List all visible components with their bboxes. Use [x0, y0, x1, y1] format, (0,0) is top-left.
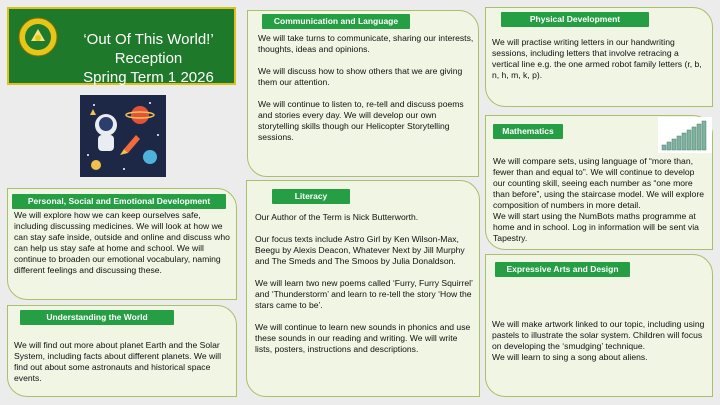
communication-tag: Communication and Language — [262, 14, 410, 29]
literacy-text: Our Author of the Term is Nick Butterworth. Our focus texts include Astro Girl by Ken Wilson-Max, Beegu by Alexis Deacon, Whatever Next by Jill Murphy and The Smeds and The Smoos by Julia Donaldson. We will learn two new poems called ‘Furry, Furry Squirrel’ and ‘Thunderstorm’ and learn to re-tell the story ‘How the stars came to be’. We will continue to learn new sounds in phonics and use these sounds in our reading and writing. We will write lists, posters, instructions and descriptions. — [255, 212, 473, 354]
school-crest-icon — [18, 17, 58, 57]
understanding-tag: Understanding the World — [20, 310, 174, 325]
personal-tag: Personal, Social and Emotional Development — [12, 194, 226, 209]
page-title: ‘Out Of This World!’ Reception Spring Term 1 2026 — [83, 31, 214, 86]
space-illustration-icon — [80, 95, 166, 177]
understanding-text: We will find out more about planet Earth and the Solar System, including facts about different planets. We will find out about some astronauts and historical space events. — [14, 340, 221, 383]
personal-text: We will explore how we can keep ourselves safe, including discussing medicines. We will look at how we can stay safe inside, outside and online and discuss who can help us stay safe at home and school. We will continue to broaden our emotional vocabulary, naming different feelings and discussing these. — [14, 210, 230, 275]
communication-text: We will take turns to communicate, sharing our interests, thoughts, ideas and opinions. We will discuss how to show others that we are giving them our attention. We will continue to listen to, re-tell and discuss poems and stories every day. We will develop our own storytelling skills though our Helicopter Storytelling sessions. — [258, 33, 474, 142]
title-banner — [7, 7, 236, 85]
expressive-tag: Expressive Arts and Design — [495, 262, 630, 277]
literacy-tag: Literacy — [272, 189, 350, 204]
physical-text: We will practise writing letters in our handwriting sessions, including letters that involve retracing a vertical line e.g. the one armed robot family letters (r, b, n, h, m, k, p). — [492, 37, 702, 80]
mathematics-text: We will compare sets, using language of “more than, fewer than and equal to”. We will continue to develop our counting skill, seeing each number as “one more than before”, using the staircase model. We will explore composition of numbers in more detail. We will start using the NumBots maths programme at home and in school. Log in information will be sent via Tapestry. — [493, 156, 704, 243]
staircase-blocks-icon — [658, 117, 712, 153]
expressive-text: We will make artwork linked to our topic, including using pastels to illustrate the solar system. Children will focus on developing the ‘smudging’ technique. We will learn to sing a song about aliens. — [492, 319, 705, 362]
mathematics-tag: Mathematics — [493, 124, 563, 139]
physical-tag: Physical Development — [501, 12, 649, 27]
